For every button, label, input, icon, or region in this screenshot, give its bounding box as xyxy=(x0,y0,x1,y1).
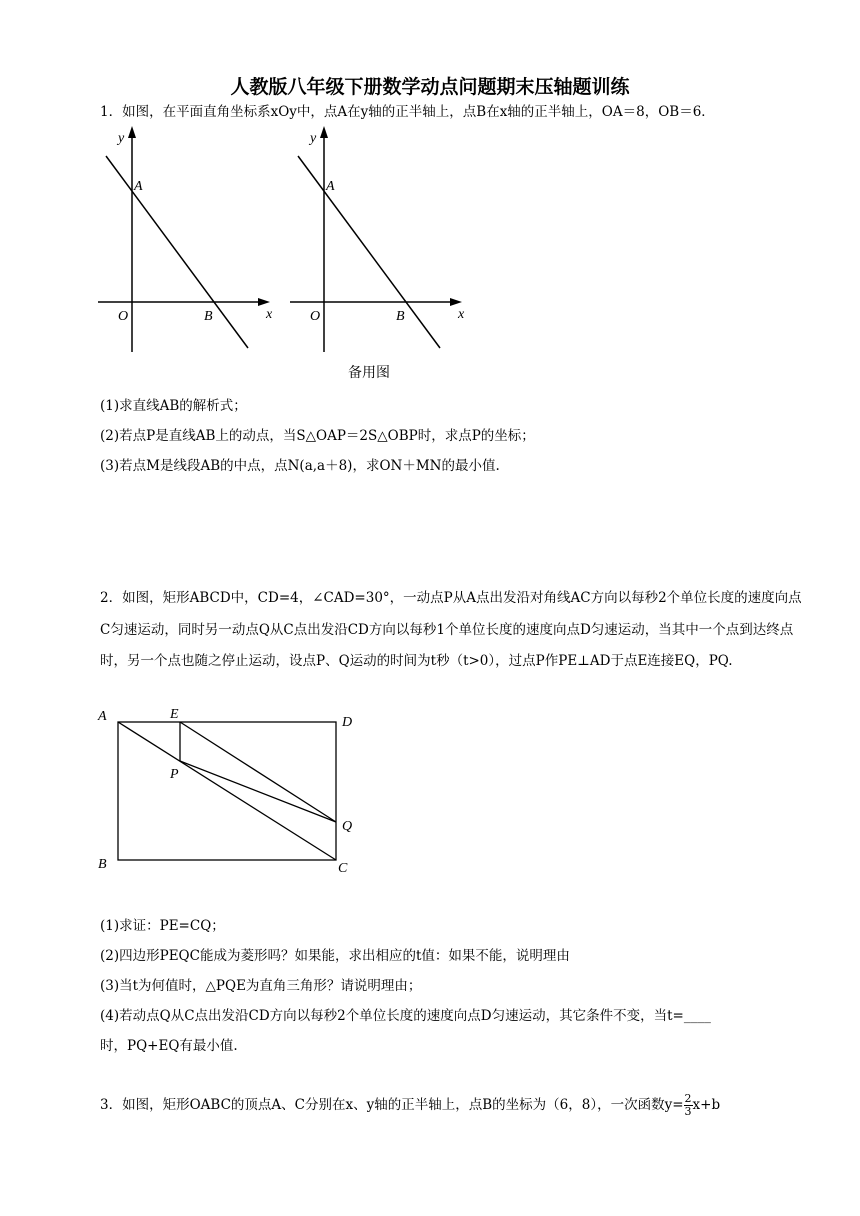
q2-part-4-cont: 时，PQ+EQ有最小值. xyxy=(100,1038,238,1054)
label-b: B xyxy=(98,857,107,872)
label-b: B xyxy=(396,309,405,324)
label-x: x xyxy=(266,307,273,322)
q1-part-2: (2)若点P是直线AB上的动点，当S△OAP＝2S△OBP时，求点P的坐标； xyxy=(100,428,535,444)
q1-part-3: (3)若点M是线段AB的中点，点N(a,a＋8)，求ON＋MN的最小值. xyxy=(100,458,500,474)
q1-figure-spare xyxy=(284,124,474,360)
y-arrow xyxy=(320,126,328,138)
page-title: 人教版八年级下册数学动点问题期末压轴题训练 xyxy=(230,76,630,98)
q1-figure-main xyxy=(92,124,282,360)
fraction-denominator: 3 xyxy=(684,1105,692,1118)
label-a: A xyxy=(326,179,335,194)
label-y: y xyxy=(310,131,317,146)
label-b: B xyxy=(204,309,213,324)
q3-fraction xyxy=(684,1093,693,1118)
q3-stem-suffix: x+b xyxy=(692,1097,721,1113)
q1-stem: 1．如图，在平面直角坐标系xOy中，点A在y轴的正半轴上，点B在x轴的正半轴上，OA＝8，OB＝6． xyxy=(100,104,715,120)
x-arrow xyxy=(450,298,462,306)
q2-figure xyxy=(94,704,364,880)
label-d: D xyxy=(342,715,353,730)
q1-part-1: (1)求直线AB的解析式； xyxy=(100,398,247,414)
q2-part-4: (4)若动点Q从C点出发沿CD方向以每秒2个单位长度的速度向点D匀速运动，其它条件不变，当t=____ xyxy=(100,1008,711,1024)
q3-stem xyxy=(100,1088,720,1122)
label-y: y xyxy=(118,131,125,146)
figure-caption: 备用图 xyxy=(348,365,390,381)
q2-part-1: (1)求证：PE=CQ； xyxy=(100,918,225,934)
q3-stem-prefix: 3．如图，矩形OABC的顶点A、C分别在x、y轴的正半轴上，点B的坐标为（6，8），一次函数y= xyxy=(100,1097,684,1113)
label-e: E xyxy=(170,707,179,722)
label-a: A xyxy=(98,709,107,724)
x-arrow xyxy=(258,298,270,306)
q2-part-2: (2)四边形PEQC能成为菱形吗？如果能，求出相应的t值：如果不能，说明理由 xyxy=(100,948,570,964)
label-p: P xyxy=(170,767,179,782)
segment-eq xyxy=(180,722,336,822)
label-q: Q xyxy=(342,819,353,834)
y-arrow xyxy=(128,126,136,138)
label-o: O xyxy=(118,309,129,324)
label-c: C xyxy=(338,861,348,876)
q2-stem: 2．如图，矩形ABCD中，CD=4，∠CAD=30°，一动点P从A点出发沿对角线AC方向以每秒2个单位长度的速度向点C匀速运动，同时另一动点Q从C点出发沿CD方向以每秒1个单位长度的速度向点D匀速运动，当其中一个点到达终点时，另一个点也随之停止运动，设点P、Q运动的时间为t秒（t>0），过点P作PE⊥AD于点E连接EQ，PQ. xyxy=(100,590,802,669)
label-a: A xyxy=(134,179,143,194)
segment-pq xyxy=(180,761,336,822)
q2-part-3: (3)当t为何值时，△PQE为直角三角形？请说明理由； xyxy=(100,978,422,994)
label-x: x xyxy=(458,307,465,322)
label-o: O xyxy=(310,309,321,324)
fraction-numerator: 2 xyxy=(684,1092,692,1105)
diagonal-ac xyxy=(118,722,336,860)
